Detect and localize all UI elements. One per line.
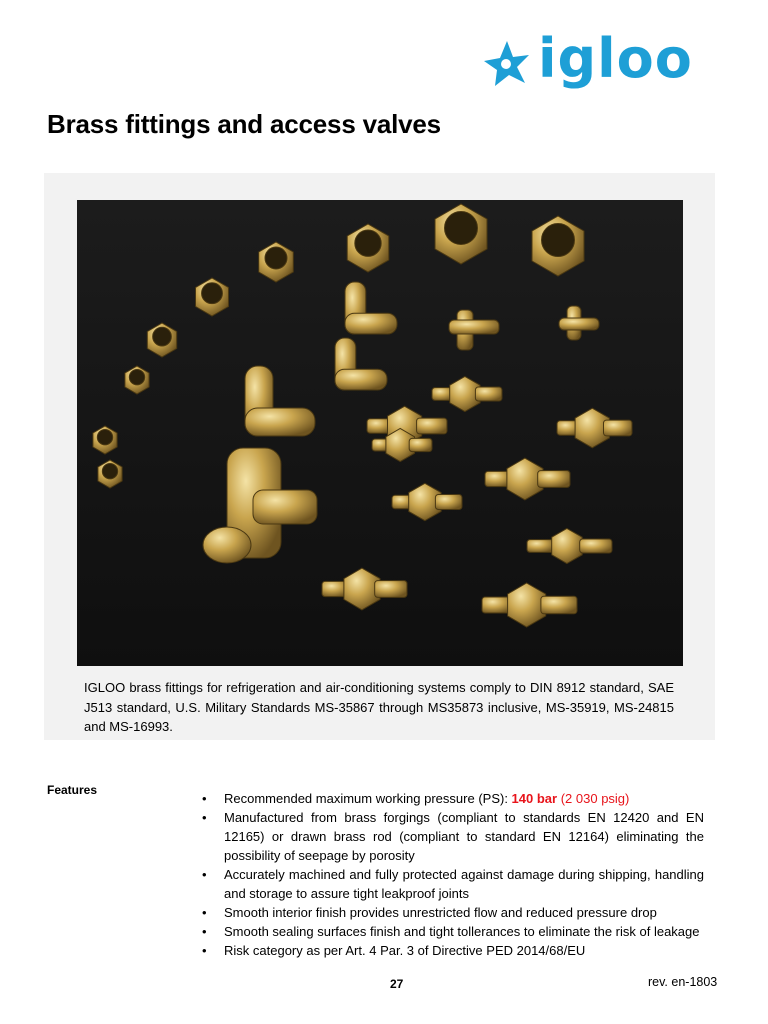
feature-item: • Manufactured from brass forgings (compliant to standards EN 12420 and EN 12165) or drawn brass rod (compliant to standard EN 12164) eliminating the possibility of seepage by porosity [202,808,704,865]
flare-nut-bore [129,370,144,385]
half-union-thread [580,539,612,553]
logo-wordmark: igloo [538,27,693,90]
union-thread [541,596,577,614]
tee-branch [559,318,599,330]
tee-branch [253,490,317,524]
brass-fittings-photo [77,200,683,666]
union-thread [538,471,570,488]
tee-branch [449,320,499,334]
snowflake-star-logo-icon [482,39,532,89]
revision-label: rev. en-1803 [648,975,718,989]
pressure-psig: (2 030 psig) [560,791,630,806]
half-union-thread [417,418,447,434]
page-number: 27 [390,977,404,991]
flare-nut-bore [202,283,223,304]
photo-caption: IGLOO brass fittings for refrigeration and air-conditioning systems comply to DIN 8912 standard, SAE J513 standard, U.S. Military Standards MS-35867 through MS35873 inclusive, MS-35919, MS-24815 and MS-16993. [84,680,674,734]
reducer-thread [604,420,633,436]
features-label: Features [47,783,98,797]
feature-pressure [202,789,704,808]
flare-nut-bore [97,430,112,445]
elbow-leg [345,313,397,334]
pressure-prefix: Recommended maximum working pressure (PS): [224,791,512,806]
feature-item: • Accurately machined and fully protected against damage during shipping, handling and storage to assure tight leakproof joints [202,865,704,903]
flare-nut-bore [355,230,381,256]
feature-item: • Smooth sealing surfaces finish and tight tollerances to eliminate the risk of leakage [202,922,704,941]
half-union-thread [475,387,502,401]
feature-item: • Risk category as per Art. 4 Par. 3 of Directive PED 2014/68/EU [202,941,704,960]
flare-nut-bore [542,224,575,257]
half-union-thread [435,495,462,510]
flare-nut-bore [153,327,172,346]
union-thread [375,581,407,598]
igloo-logo [482,27,704,92]
flare-nut-bore [265,247,287,269]
flare-nut-bore [102,464,117,479]
half-union-thread [409,438,432,451]
product-panel [44,173,715,740]
tee-flare [203,527,251,563]
pressure-value: 140 bar [511,791,558,806]
flare-nut-bore [445,212,478,245]
half-union-thread [527,540,554,553]
elbow-leg [245,408,315,436]
features-list [202,789,704,960]
feature-item: • Smooth interior finish provides unrestricted flow and reduced pressure drop [202,903,704,922]
page-title: Brass fittings and access valves [47,109,441,139]
elbow-leg [335,369,387,390]
